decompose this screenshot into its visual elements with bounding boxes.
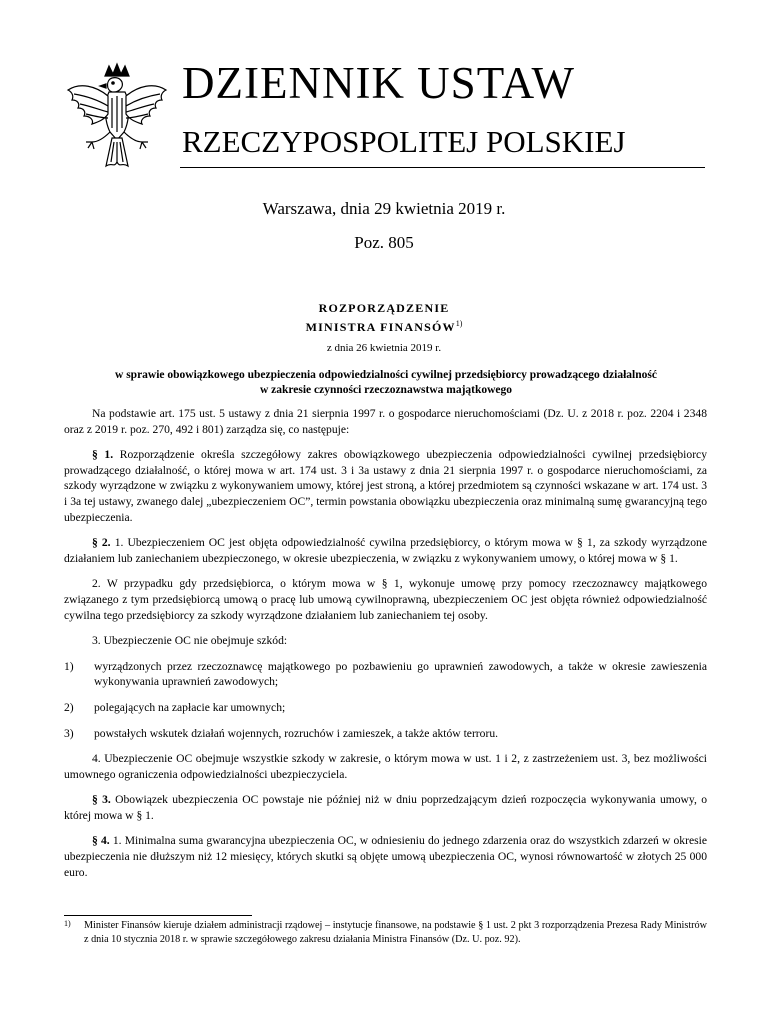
paragraph-2-section-3: 3. Ubezpieczenie OC nie obejmuje szkód: <box>92 634 288 648</box>
paragraph-3 <box>64 792 707 823</box>
paragraph-1 <box>64 447 707 525</box>
polish-eagle-icon <box>62 62 172 174</box>
paragraph-2-mark: § 2. <box>92 536 111 550</box>
list-item-text: wyrządzonych przez rzeczoznawcę majątkowego po pozbawieniu go uprawnień zawodowych, a także w okresie zawieszenia wykonywania uprawnień zawodowych; <box>94 659 707 689</box>
paragraph-1-mark: § 1. <box>92 448 114 462</box>
act-body <box>64 406 707 890</box>
publication-date: Warszawa, dnia 29 kwietnia 2019 r. <box>262 199 506 218</box>
act-date: z dnia 26 kwietnia 2019 r. <box>326 342 442 354</box>
paragraph-4 <box>64 833 707 880</box>
list-item-number: 2) <box>64 700 74 714</box>
list-item-text: powstałych wskutek działań wojennych, rozruchów i zamieszek, a także aktów terroru. <box>94 726 499 740</box>
list-item <box>64 700 707 716</box>
gazette-title: DZIENNIK USTAW <box>182 58 575 108</box>
masthead-rule <box>180 167 705 168</box>
paragraph-2-text: 1. Ubezpieczeniem OC jest objęta odpowiedzialność cywilna przedsiębiorcy, o którym mowa w § 1, za szkody wyrządzone działaniem lub zaniechaniem ubezpieczonego, w okresie ubezpieczenia, w związku z wykonywaniem umowy, o której mowa w § 1. <box>64 536 708 565</box>
position-number: Poz. 805 <box>354 233 414 252</box>
act-subject <box>64 368 708 398</box>
paragraph-3-mark: § 3. <box>92 793 111 807</box>
paragraph-4-mark: § 4. <box>92 834 110 848</box>
act-issuer-name: MINISTRA FINANSÓW <box>305 320 456 334</box>
masthead <box>62 56 706 168</box>
footnote-mark: 1) <box>64 919 71 928</box>
list-item <box>64 659 707 690</box>
paragraph-3-text: Obowiązek ubezpieczenia OC powstaje nie później niż w dniu poprzedzającym dzień rozpoczęcia wykonywania umowy, o której mowa w § 1. <box>64 793 707 822</box>
act-subject-line-2: w zakresie czynności rzeczoznawstwa majątkowego <box>259 384 513 396</box>
list-item-number: 3) <box>64 726 74 740</box>
paragraph-4-text: 1. Minimalna suma gwarancyjna ubezpieczenia OC, w odniesieniu do jednego zdarzenia oraz do wszystkich zdarzeń w okresie ubezpieczenia nie dłuższym niż 12 miesięcy, których skutki są objęte umową ubezpieczenia OC, wynosi równowartość w złotych 25 000 euro. <box>64 834 707 879</box>
act-type: ROZPORZĄDZENIE <box>318 301 450 315</box>
gazette-subtitle: RZECZYPOSPOLITEJ POLSKIEJ <box>182 124 626 159</box>
paragraph-2-section-2: 2. W przypadku gdy przedsiębiorca, o którym mowa w § 1, wykonuje umowę przy pomocy rzeczoznawcy majątkowego związanego z tym przedsiębiorcą umową o pracę lub umową cywilnoprawną, ubezpieczeniem OC jest objęta również odpowiedzialność cywilna tego przedsiębiorcy za szkody wyrządzone działaniem lub zaniechaniem tej osoby. <box>64 577 707 622</box>
footnote-rule <box>64 915 252 916</box>
paragraph-1-text: Rozporządzenie określa szczegółowy zakres obowiązkowego ubezpieczenia odpowiedzialności cywilnej przedsiębiorcy prowadzącego działalność, o której mowa w art. 174 ust. 3 i 3a ustawy z dnia 21 sierpnia 1997 r. o gospodarce nieruchomościami, za szkody wyrządzone w związku z wykonywaniem umowy, której jest stroną, a której przedmiotem są czynności wskazane w art. 174 ust. 3 i 3a tej ustawy, zwanego dalej „ubezpieczeniem OC”, termin powstania obowiązku ubezpieczenia oraz minimalną sumę gwarancyjną tego ubezpieczenia. <box>64 448 707 524</box>
preamble: Na podstawie art. 175 ust. 5 ustawy z dnia 21 sierpnia 1997 r. o gospodarce nieruchomościami (Dz. U. z 2018 r. poz. 2204 i 2348 oraz z 2019 r. poz. 270, 492 i 801) zarządza się, co następuje: <box>64 407 707 436</box>
list-item <box>64 726 707 742</box>
footnote <box>64 919 707 947</box>
list-item-number: 1) <box>64 659 74 673</box>
footnote-text: Minister Finansów kieruje działem administracji rządowej – instytucje finansowe, na podstawie § 1 ust. 2 pkt 3 rozporządzenia Prezesa Rady Ministrów z dnia 10 stycznia 2018 r. w sprawie szczegółowego zakresu działania Ministra Finansów (Dz. U. poz. 92). <box>84 920 707 945</box>
act-subject-line-1: w sprawie obowiązkowego ubezpieczenia odpowiedzialności cywilnej przedsiębiorcy prowadzącego działalność <box>115 369 657 381</box>
list-item-text: polegających na zapłacie kar umownych; <box>94 700 286 714</box>
paragraph-2-section-4: 4. Ubezpieczenie OC obejmuje wszystkie szkody w zakresie, o którym mowa w ust. 1 i 2, z zastrzeżeniem ust. 3, bez możliwości umownego ograniczenia odpowiedzialności ubezpieczyciela. <box>64 752 707 781</box>
issuer-footnote-mark: 1) <box>455 319 463 328</box>
act-issuer <box>0 319 768 335</box>
paragraph-2 <box>64 535 707 566</box>
